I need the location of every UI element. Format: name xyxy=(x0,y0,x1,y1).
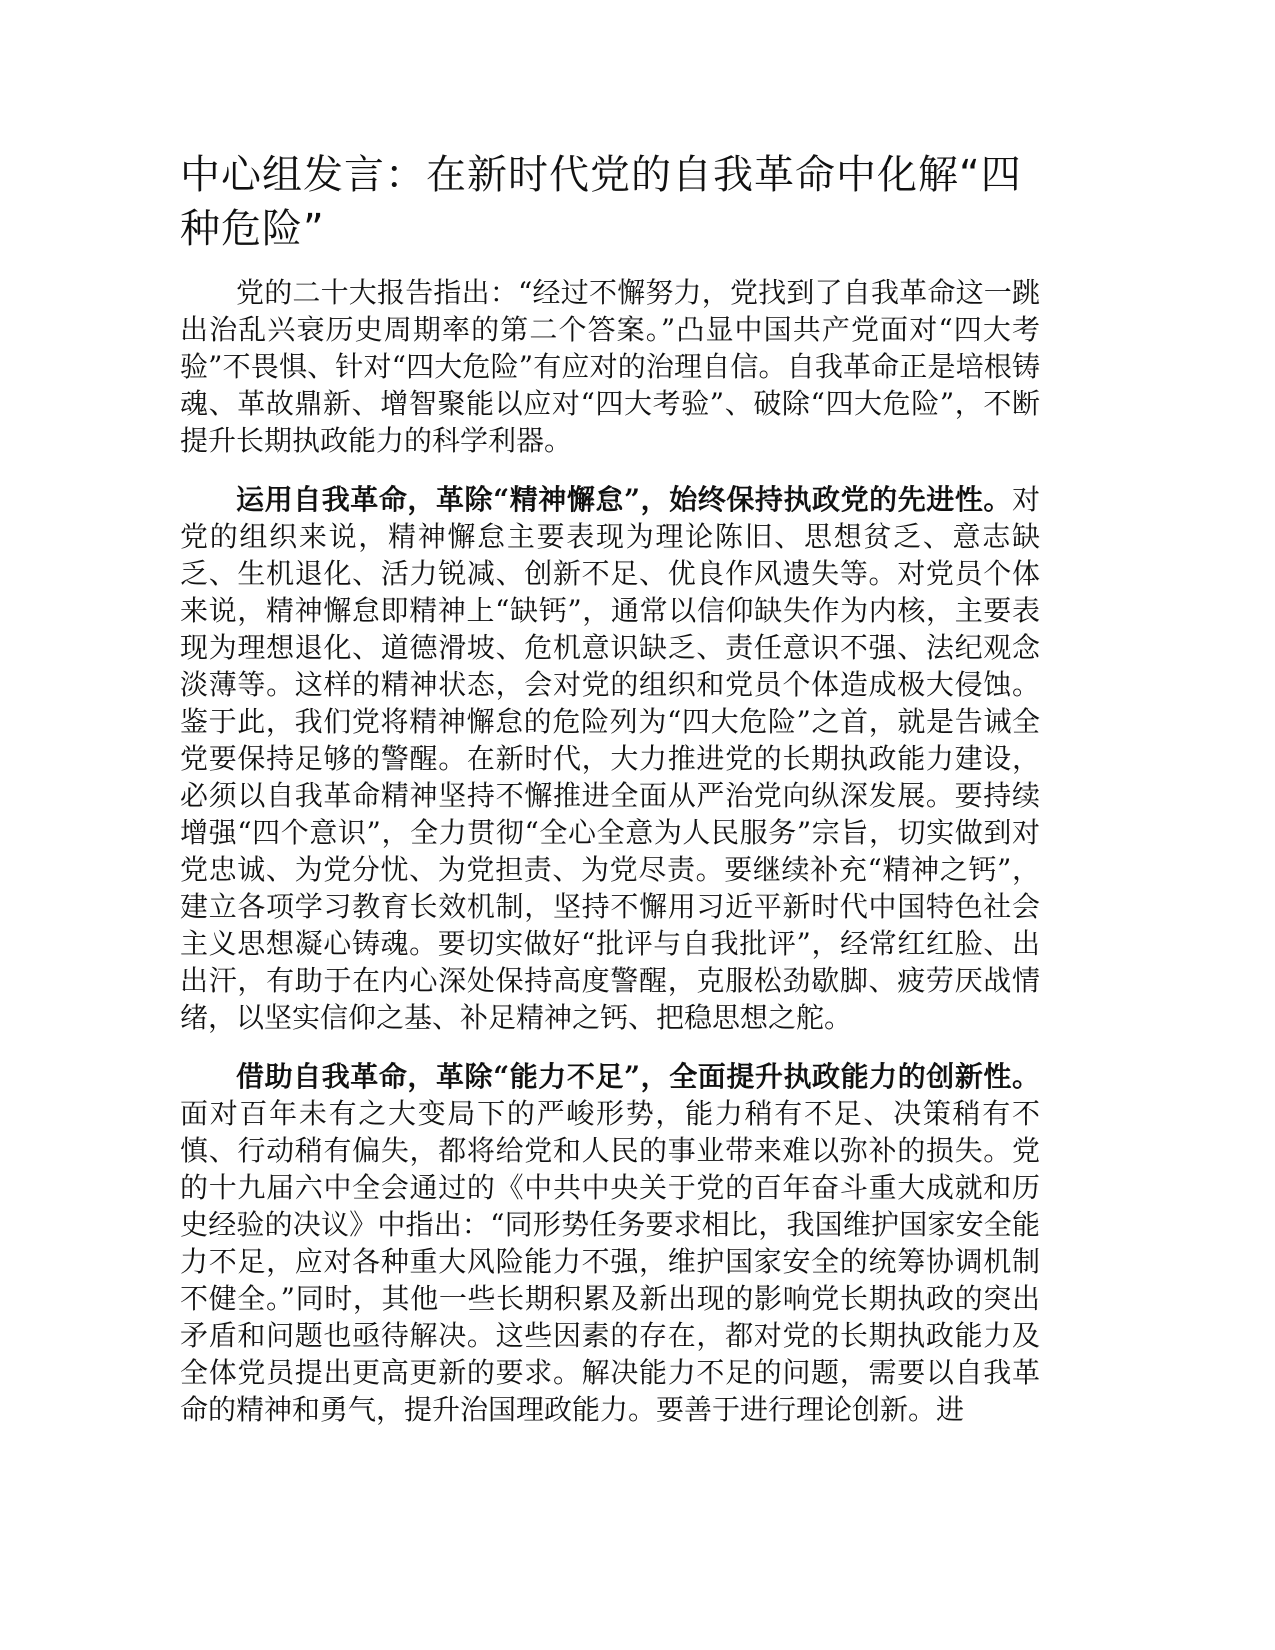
document-page xyxy=(180,148,1040,1450)
document-title: 中心组发言：在新时代党的自我革命中化解“四种危险” xyxy=(180,152,1022,252)
paragraph-text: 面对百年未有之大变局下的严峻形势，能力稍有不足、决策稍有不慎、行动稍有偏失，都将给党和人民的事业带来难以弥补的损失。党的十九届六中全会通过的《中共中央关于党的百年奋斗重大成就和历史经验的决议》中指出：“同形势任务要求相比，我国维护国家安全能力不足，应对各种重大风险能力不强，维护国家安全的统筹协调机制不健全。”同时，其他一些长期积累及新出现的影响党长期执政的突出矛盾和问题也亟待解决。这些因素的存在，都对党的长期执政能力及全体党员提出更高更新的要求。解决能力不足的问题，需要以自我革命的精神和勇气，提升治国理政能力。要善于进行理论创新。进 xyxy=(180,1097,1040,1426)
paragraph-intro xyxy=(180,274,1040,459)
paragraph-lead: 运用自我革命，革除“精神懈怠”，始终保持执政党的先进性。 xyxy=(236,483,1012,516)
paragraph-text: 对党的组织来说，精神懈怠主要表现为理论陈旧、思想贫乏、意志缺乏、生机退化、活力锐减、创新不足、优良作风遗失等。对党员个体来说，精神懈怠即精神上“缺钙”，通常以信仰缺失作为内核，主要表现为理想退化、道德滑坡、危机意识缺乏、责任意识不强、法纪观念淡薄等。这样的精神状态，会对党的组织和党员个体造成极大侵蚀。鉴于此，我们党将精神懈怠的危险列为“四大危险”之首，就是告诫全党要保持足够的警醒。在新时代，大力推进党的长期执政能力建设，必须以自我革命精神坚持不懈推进全面从严治党向纵深发展。要持续增强“四个意识”，全力贯彻“全心全意为人民服务”宗旨，切实做到对党忠诚、为党分忧、为党担责、为党尽责。要继续补充“精神之钙”，建立各项学习教育长效机制，坚持不懈用习近平新时代中国特色社会主义思想凝心铸魂。要切实做好“批评与自我批评”，经常红红脸、出出汗，有助于在内心深处保持高度警醒，克服松劲歇脚、疲劳厌战情绪，以坚实信仰之基、补足精神之钙、把稳思想之舵。 xyxy=(180,483,1040,1034)
paragraph-lead: 借助自我革命，革除“能力不足”，全面提升执政能力的创新性。 xyxy=(236,1060,1040,1093)
paragraph-text: 党的二十大报告指出：“经过不懈努力，党找到了自我革命这一跳出治乱兴衰历史周期率的第二个答案。”凸显中国共产党面对“四大考验”不畏惧、针对“四大危险”有应对的治理自信。自我革命正是培根铸魂、革故鼎新、增智聚能以应对“四大考验”、破除“四大危险”，不断提升长期执政能力的科学利器。 xyxy=(180,276,1040,457)
paragraph-spiritual-slackness xyxy=(180,481,1040,1036)
paragraph-insufficient-ability xyxy=(180,1058,1040,1428)
